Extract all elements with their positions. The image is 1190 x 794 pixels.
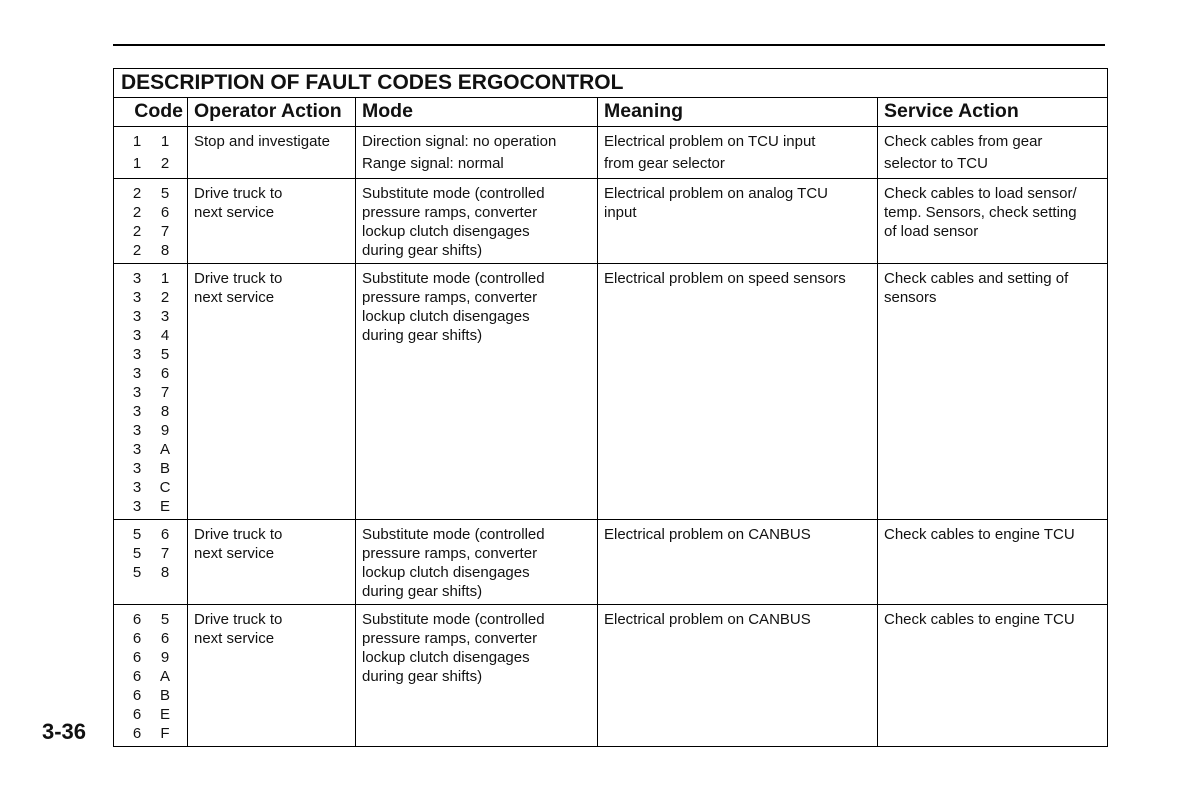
- code-cell: [114, 605, 188, 747]
- cell-text-line: Electrical problem on CANBUS: [604, 611, 811, 628]
- mode-cell: [356, 179, 598, 264]
- fault-code-digit: 1: [160, 133, 170, 150]
- cell-text-line: Check cables to engine TCU: [884, 526, 1075, 543]
- table-row: [114, 520, 1108, 605]
- table-body: [114, 127, 1108, 747]
- service-action-cell: [878, 127, 1108, 179]
- cell-text-line: Range signal: normal: [362, 155, 504, 172]
- cell-text-line: Stop and investigate: [194, 133, 330, 150]
- table-row: [114, 179, 1108, 264]
- cell-text-line: next service: [194, 289, 275, 306]
- meaning-cell: [598, 520, 878, 605]
- cell-text-line: of load sensor: [884, 223, 979, 240]
- cell-text-line: input: [604, 204, 637, 221]
- cell-text-line: during gear shifts): [362, 583, 483, 600]
- operator-action-cell: [188, 264, 356, 520]
- header-code: Code: [114, 98, 188, 127]
- code-cell: [114, 264, 188, 520]
- fault-code: [114, 307, 187, 326]
- page-number: 3-36: [42, 719, 87, 744]
- cell-text-line: next service: [194, 630, 275, 647]
- service-action-cell: [878, 605, 1108, 747]
- cell-text-line: pressure ramps, converter: [362, 289, 538, 306]
- fault-code-digit: 3: [132, 270, 142, 287]
- cell-text-line: Substitute mode (controlled: [362, 270, 545, 287]
- fault-code-digit: 3: [132, 460, 142, 477]
- fault-code: [114, 724, 187, 743]
- fault-code-digit: 3: [132, 498, 142, 515]
- fault-code-digit: 2: [132, 242, 142, 259]
- operator-action-cell: [188, 179, 356, 264]
- header-row: [114, 98, 1108, 127]
- fault-code-digit: 6: [160, 204, 170, 221]
- fault-code: [114, 667, 187, 686]
- top-rule: [113, 44, 1105, 46]
- header-mode: Mode: [356, 98, 598, 127]
- fault-code: [114, 131, 187, 153]
- fault-code-digit: B: [159, 460, 170, 477]
- fault-code-digit: 3: [132, 479, 142, 496]
- cell-text-line: Check cables from gear: [884, 133, 1043, 150]
- fault-code: [114, 184, 187, 203]
- fault-code-digit: 2: [160, 155, 170, 172]
- fault-code-digit: 5: [132, 564, 142, 581]
- fault-code-digit: 2: [160, 289, 170, 306]
- fault-code-digit: 1: [132, 155, 142, 172]
- fault-code: [114, 478, 187, 497]
- table-row: [114, 264, 1108, 520]
- fault-code: [114, 364, 187, 383]
- fault-codes-table: [113, 68, 1108, 747]
- fault-code-digit: 2: [132, 204, 142, 221]
- cell-text-line: Drive truck to: [194, 270, 283, 287]
- fault-code-digit: 9: [160, 422, 170, 439]
- fault-code-digit: B: [159, 687, 170, 704]
- fault-code-digit: 9: [160, 649, 170, 666]
- fault-code-digit: A: [159, 441, 170, 458]
- cell-text-line: Substitute mode (controlled: [362, 526, 545, 543]
- fault-code-digit: 8: [160, 564, 170, 581]
- fault-code-digit: 7: [160, 223, 170, 240]
- cell-text-line: during gear shifts): [362, 327, 483, 344]
- fault-code: [114, 203, 187, 222]
- table-row: [114, 127, 1108, 179]
- fault-code: [114, 705, 187, 724]
- operator-action-cell: [188, 520, 356, 605]
- fault-code-digit: 6: [132, 668, 142, 685]
- fault-code: [114, 222, 187, 241]
- cell-text-line: Electrical problem on speed sensors: [604, 270, 846, 287]
- meaning-cell: [598, 127, 878, 179]
- header-operator-action: Operator Action: [188, 98, 356, 127]
- cell-text-line: next service: [194, 204, 275, 221]
- header-service-action: Service Action: [878, 98, 1108, 127]
- fault-code: [114, 383, 187, 402]
- fault-code-digit: 3: [132, 422, 142, 439]
- cell-text-line: Check cables to engine TCU: [884, 611, 1075, 628]
- cell-text-line: next service: [194, 545, 275, 562]
- mode-cell: [356, 264, 598, 520]
- fault-code-digit: 5: [132, 526, 142, 543]
- fault-code-digit: 2: [132, 185, 142, 202]
- fault-code-digit: 3: [132, 289, 142, 306]
- fault-code: [114, 326, 187, 345]
- fault-code-digit: 3: [132, 365, 142, 382]
- fault-code-digit: 6: [132, 630, 142, 647]
- fault-code-digit: A: [159, 668, 170, 685]
- cell-text-line: Drive truck to: [194, 185, 283, 202]
- fault-code: [114, 402, 187, 421]
- cell-text-line: Substitute mode (controlled: [362, 185, 545, 202]
- table-row: [114, 605, 1108, 747]
- code-cell: [114, 127, 188, 179]
- cell-text-line: selector to TCU: [884, 155, 988, 172]
- cell-text-line: Electrical problem on TCU input: [604, 133, 816, 150]
- mode-cell: [356, 605, 598, 747]
- fault-code: [114, 563, 187, 582]
- cell-text-line: from gear selector: [604, 155, 725, 172]
- code-cell: [114, 179, 188, 264]
- fault-code-digit: 7: [160, 545, 170, 562]
- fault-code: [114, 153, 187, 175]
- cell-text-line: Check cables to load sensor/: [884, 185, 1077, 202]
- fault-code-digit: 2: [132, 223, 142, 240]
- fault-code-digit: 3: [132, 308, 142, 325]
- fault-code: [114, 288, 187, 307]
- service-action-cell: [878, 520, 1108, 605]
- cell-text-line: temp. Sensors, check setting: [884, 204, 1077, 221]
- cell-text-line: pressure ramps, converter: [362, 545, 538, 562]
- operator-action-cell: [188, 127, 356, 179]
- fault-code-digit: 3: [132, 384, 142, 401]
- fault-code: [114, 241, 187, 260]
- cell-text-line: pressure ramps, converter: [362, 204, 538, 221]
- cell-text-line: Electrical problem on analog TCU: [604, 185, 828, 202]
- fault-code-digit: 8: [160, 242, 170, 259]
- fault-code: [114, 629, 187, 648]
- mode-cell: [356, 520, 598, 605]
- table-title: DESCRIPTION OF FAULT CODES ERGOCONTROL: [114, 69, 1108, 98]
- meaning-cell: [598, 179, 878, 264]
- fault-code-digit: 6: [132, 687, 142, 704]
- fault-code-digit: 6: [132, 649, 142, 666]
- fault-code: [114, 686, 187, 705]
- fault-code-digit: C: [159, 479, 171, 496]
- mode-cell: [356, 127, 598, 179]
- cell-text-line: Drive truck to: [194, 526, 283, 543]
- fault-code-digit: 6: [132, 706, 142, 723]
- service-action-cell: [878, 264, 1108, 520]
- fault-code: [114, 345, 187, 364]
- cell-text-line: lockup clutch disengages: [362, 564, 530, 581]
- fault-code-digit: 6: [132, 725, 142, 742]
- fault-code-digit: 3: [132, 403, 142, 420]
- cell-text-line: Direction signal: no operation: [362, 133, 557, 150]
- operator-action-cell: [188, 605, 356, 747]
- fault-code: [114, 497, 187, 516]
- cell-text-line: Electrical problem on CANBUS: [604, 526, 811, 543]
- cell-text-line: lockup clutch disengages: [362, 308, 530, 325]
- fault-code-digit: 4: [160, 327, 170, 344]
- fault-code: [114, 269, 187, 288]
- fault-code-digit: 5: [132, 545, 142, 562]
- meaning-cell: [598, 605, 878, 747]
- fault-code: [114, 440, 187, 459]
- fault-code: [114, 459, 187, 478]
- fault-code: [114, 610, 187, 629]
- fault-code-digit: 6: [160, 630, 170, 647]
- cell-text-line: lockup clutch disengages: [362, 649, 530, 666]
- fault-code: [114, 421, 187, 440]
- cell-text-line: lockup clutch disengages: [362, 223, 530, 240]
- meaning-cell: [598, 264, 878, 520]
- fault-code-digit: 8: [160, 403, 170, 420]
- fault-code-digit: 1: [160, 270, 170, 287]
- cell-text-line: Substitute mode (controlled: [362, 611, 545, 628]
- fault-code-digit: F: [160, 725, 170, 742]
- fault-code-digit: 3: [160, 308, 170, 325]
- cell-text-line: Drive truck to: [194, 611, 283, 628]
- header-meaning: Meaning: [598, 98, 878, 127]
- fault-code-digit: E: [159, 706, 170, 723]
- fault-code-digit: 5: [160, 185, 170, 202]
- cell-text-line: sensors: [884, 289, 937, 306]
- fault-code-digit: 3: [132, 346, 142, 363]
- fault-code-digit: 1: [132, 133, 142, 150]
- fault-code-digit: 6: [132, 611, 142, 628]
- cell-text-line: during gear shifts): [362, 668, 483, 685]
- fault-code: [114, 648, 187, 667]
- code-cell: [114, 520, 188, 605]
- fault-code-digit: 6: [160, 526, 170, 543]
- cell-text-line: Check cables and setting of: [884, 270, 1069, 287]
- fault-code-digit: 5: [160, 346, 170, 363]
- cell-text-line: pressure ramps, converter: [362, 630, 538, 647]
- fault-code-digit: 3: [132, 327, 142, 344]
- fault-code-digit: 7: [160, 384, 170, 401]
- fault-code: [114, 544, 187, 563]
- fault-code-digit: 6: [160, 365, 170, 382]
- fault-code: [114, 525, 187, 544]
- fault-code-digit: E: [159, 498, 170, 515]
- fault-code-digit: 5: [160, 611, 170, 628]
- service-action-cell: [878, 179, 1108, 264]
- fault-code-digit: 3: [132, 441, 142, 458]
- cell-text-line: during gear shifts): [362, 242, 483, 259]
